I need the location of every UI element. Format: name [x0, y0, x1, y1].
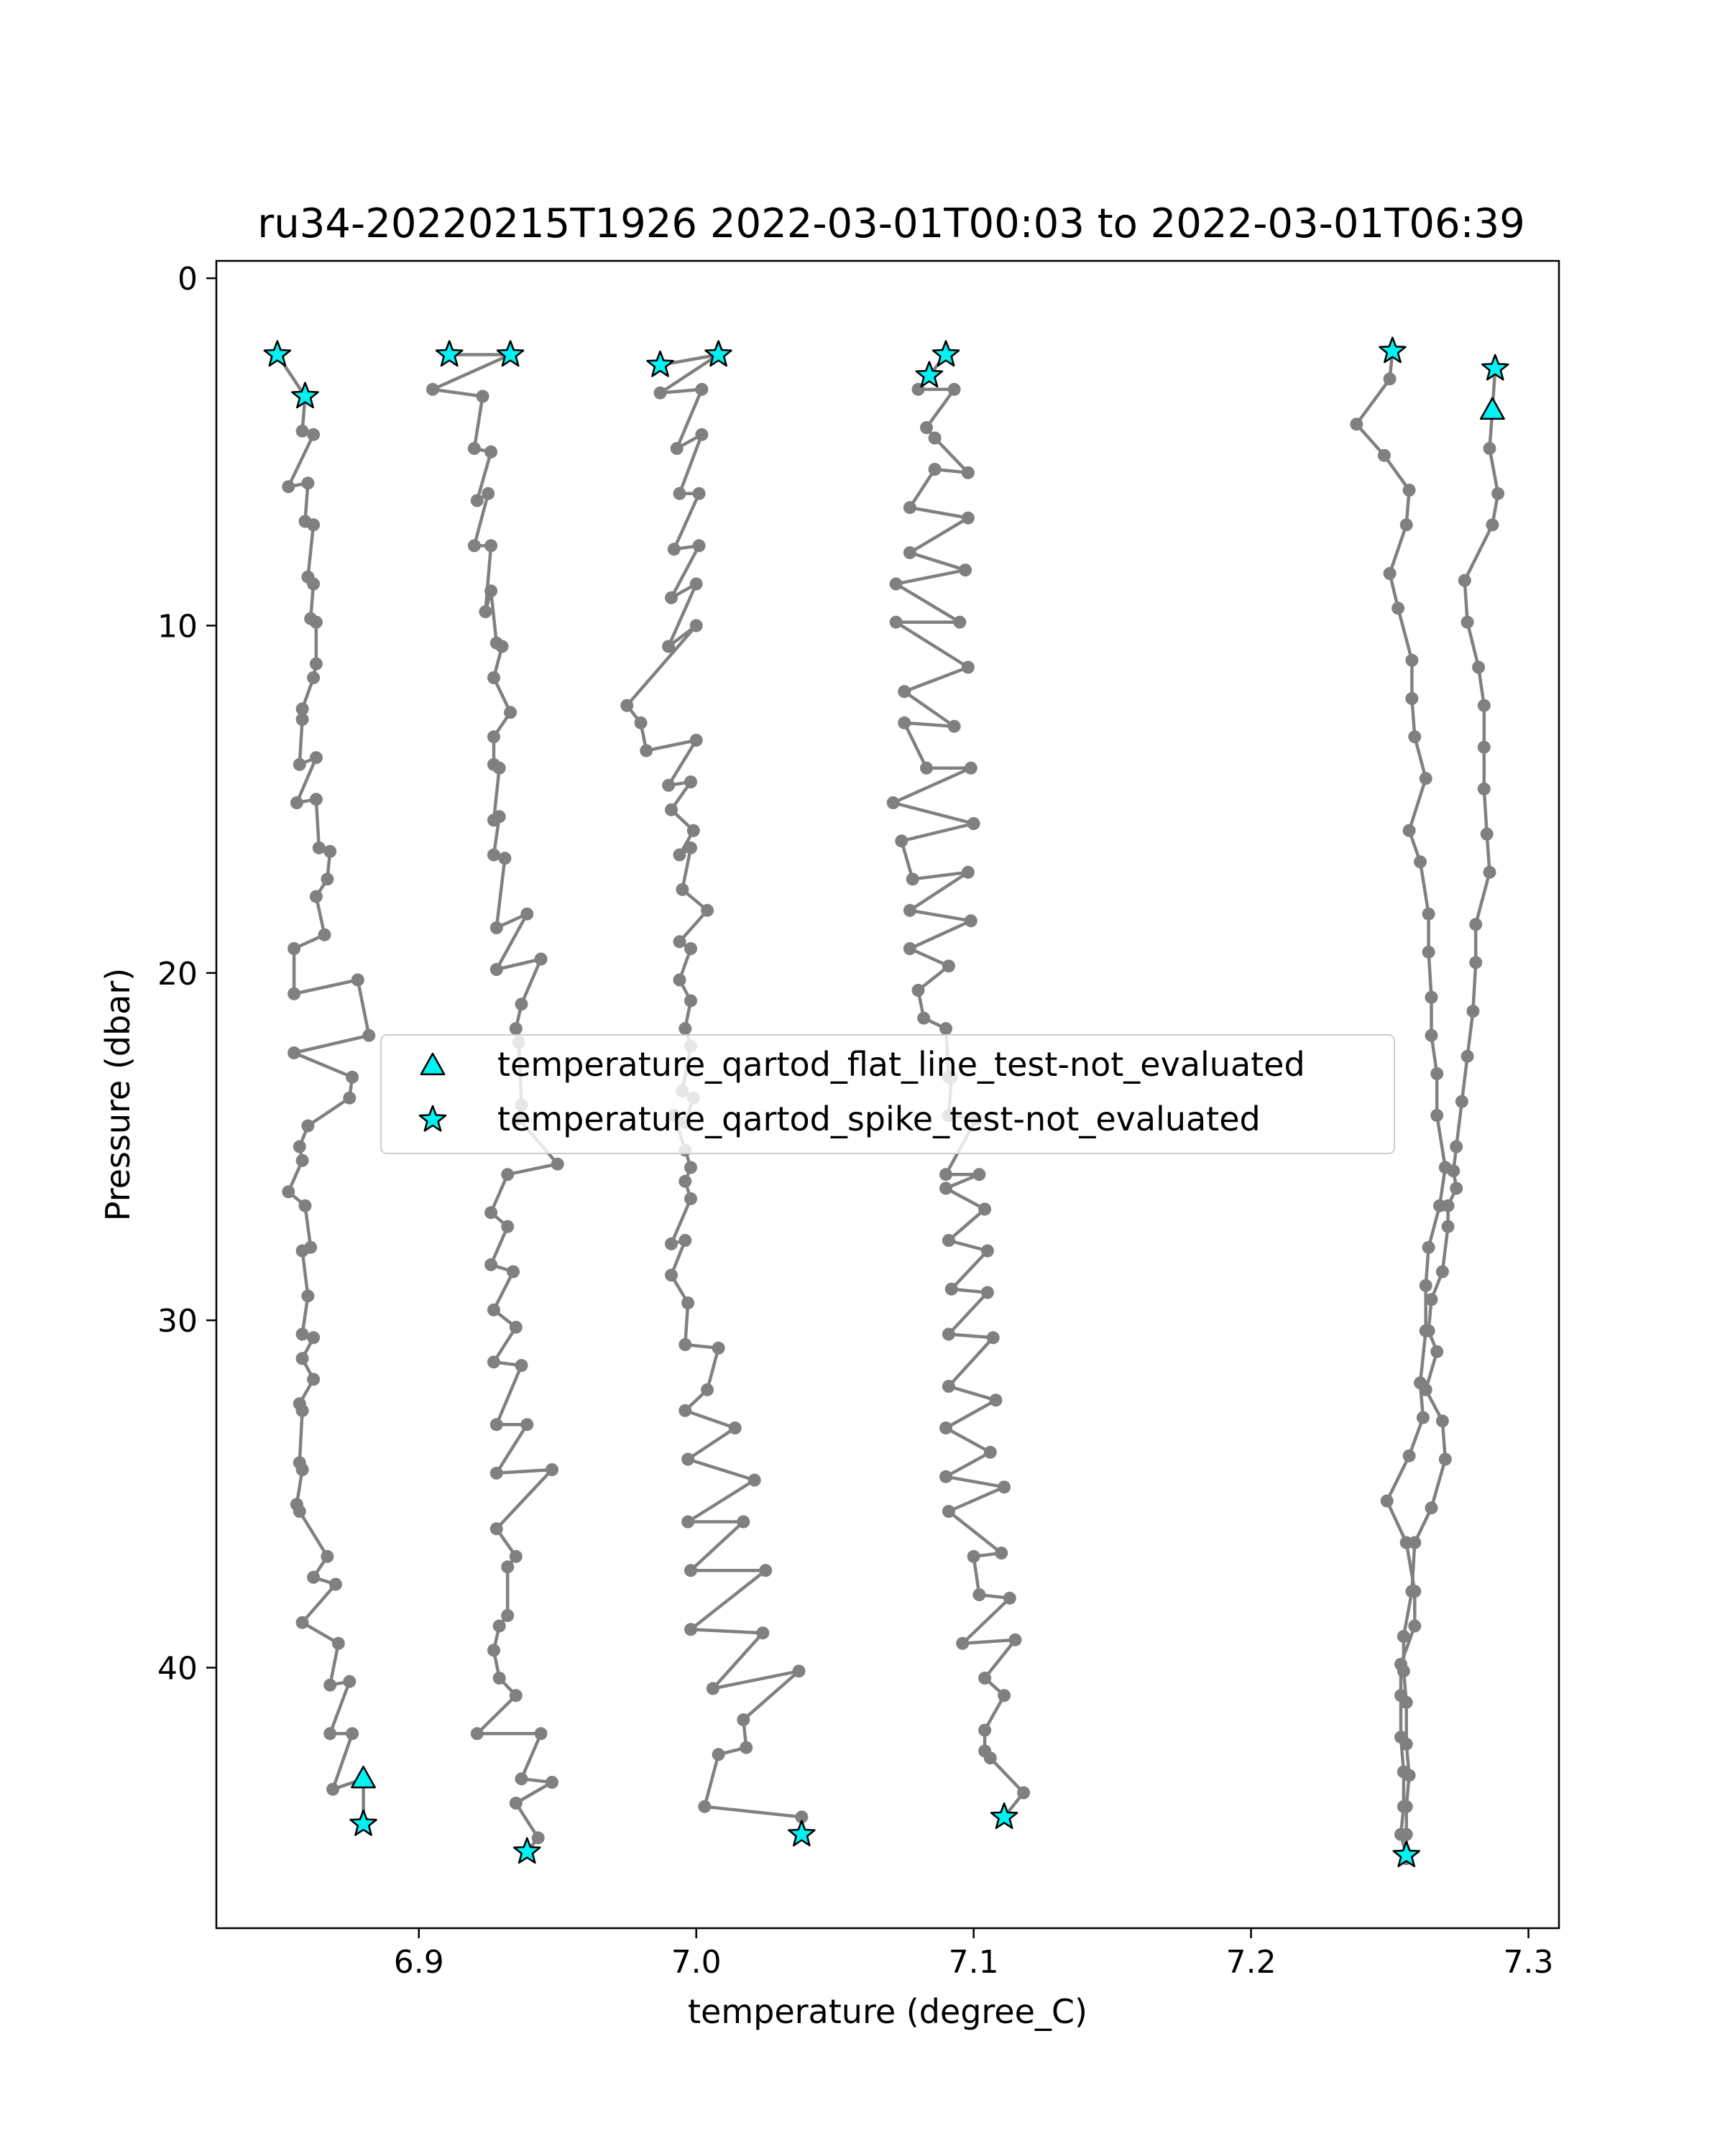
- data-point: [939, 1470, 952, 1483]
- data-point: [967, 817, 980, 830]
- data-point: [1414, 855, 1427, 868]
- data-point: [1425, 991, 1438, 1004]
- data-point: [1425, 1029, 1438, 1042]
- data-point: [307, 1571, 320, 1584]
- data-point: [942, 1328, 955, 1341]
- data-point: [310, 616, 323, 629]
- data-point: [676, 883, 689, 896]
- data-point: [296, 1154, 309, 1167]
- data-point: [362, 1029, 375, 1042]
- data-point: [510, 1797, 523, 1810]
- data-point: [887, 796, 900, 809]
- data-point: [662, 779, 675, 792]
- data-point: [1400, 1738, 1413, 1751]
- data-point: [1405, 654, 1418, 667]
- data-point: [329, 1578, 342, 1591]
- y-tick-label: 40: [157, 1650, 198, 1687]
- data-point: [307, 1331, 320, 1344]
- data-point: [501, 1168, 514, 1181]
- data-point: [948, 720, 961, 733]
- data-point: [668, 543, 681, 556]
- data-point: [929, 463, 942, 476]
- data-point: [890, 616, 903, 629]
- data-point: [890, 578, 903, 591]
- data-point: [984, 1446, 997, 1459]
- data-point: [290, 796, 303, 809]
- data-point: [487, 1355, 500, 1368]
- data-point: [942, 959, 955, 972]
- data-point: [729, 1422, 742, 1434]
- data-point: [477, 390, 489, 403]
- data-point: [293, 1141, 306, 1153]
- data-point: [1400, 518, 1413, 531]
- data-point: [1478, 783, 1491, 796]
- data-point: [990, 1393, 1003, 1406]
- data-point: [490, 1467, 503, 1480]
- data-point: [939, 1422, 952, 1434]
- data-point: [282, 1185, 295, 1198]
- data-point: [662, 640, 675, 653]
- data-point: [471, 1727, 484, 1740]
- data-point: [487, 730, 500, 743]
- data-point: [1381, 1495, 1394, 1508]
- data-point: [681, 1296, 694, 1309]
- data-point: [323, 845, 336, 858]
- data-point: [321, 1550, 334, 1563]
- data-point: [1009, 1634, 1022, 1646]
- data-point: [698, 1800, 711, 1813]
- data-point: [501, 1220, 514, 1233]
- data-point: [1442, 1199, 1455, 1212]
- data-point: [962, 661, 975, 674]
- data-point: [945, 1283, 958, 1296]
- data-point: [307, 671, 320, 684]
- data-point: [493, 810, 506, 823]
- data-point: [515, 1359, 528, 1372]
- data-point: [346, 1071, 359, 1084]
- data-point: [1425, 1293, 1438, 1306]
- data-point: [1436, 1414, 1449, 1427]
- data-point: [343, 1675, 356, 1688]
- data-point: [684, 1161, 697, 1174]
- data-point: [1422, 1325, 1435, 1337]
- data-point: [296, 1616, 309, 1629]
- data-point: [1384, 372, 1397, 385]
- data-point: [487, 671, 500, 684]
- data-point: [654, 387, 667, 400]
- data-point: [296, 1463, 309, 1476]
- data-point: [296, 1352, 309, 1365]
- data-point: [673, 935, 686, 948]
- data-point: [678, 1022, 691, 1035]
- data-point: [673, 849, 686, 862]
- data-point: [687, 824, 700, 837]
- data-point: [665, 1268, 678, 1281]
- data-point: [484, 539, 497, 552]
- data-point: [962, 512, 975, 525]
- data-point: [678, 1338, 691, 1351]
- data-point: [296, 1404, 309, 1417]
- data-point: [978, 1203, 991, 1216]
- data-point: [510, 1550, 523, 1563]
- data-point: [515, 1772, 528, 1785]
- data-point: [929, 432, 942, 445]
- data-point: [673, 487, 686, 500]
- data-point: [1405, 692, 1418, 705]
- data-point: [490, 1522, 503, 1535]
- data-point: [690, 578, 703, 591]
- data-point: [895, 834, 908, 847]
- data-point: [1420, 1279, 1432, 1292]
- data-point: [293, 1505, 306, 1518]
- data-point: [1003, 1592, 1016, 1605]
- data-point: [490, 921, 503, 934]
- data-point: [972, 1168, 985, 1181]
- x-tick-label: 7.0: [671, 1944, 722, 1981]
- data-point: [1461, 616, 1474, 629]
- data-point: [1469, 918, 1482, 931]
- data-point: [948, 383, 961, 396]
- data-point: [920, 421, 933, 434]
- data-point: [684, 942, 697, 955]
- data-point: [693, 539, 706, 552]
- data-point: [510, 1321, 523, 1334]
- data-point: [939, 1022, 952, 1035]
- data-point: [1469, 956, 1482, 969]
- data-point: [959, 563, 972, 576]
- data-point: [793, 1664, 806, 1677]
- data-point: [684, 1192, 697, 1205]
- data-point: [535, 1727, 548, 1740]
- data-point: [665, 803, 678, 816]
- data-point: [690, 619, 703, 632]
- data-point: [1397, 1630, 1410, 1643]
- data-point: [546, 1463, 558, 1476]
- data-point: [1486, 518, 1499, 531]
- data-point: [307, 578, 320, 591]
- chart-title: ru34-20220215T1926 2022-03-01T00:03 to 2022-03-01T06:39: [257, 201, 1525, 247]
- data-point: [1403, 484, 1416, 497]
- data-point: [712, 1748, 725, 1761]
- data-point: [296, 1328, 309, 1341]
- data-point: [1378, 449, 1391, 462]
- data-point: [1472, 661, 1485, 674]
- data-point: [318, 929, 331, 941]
- y-axis-label: Pressure (dbar): [98, 967, 137, 1222]
- x-tick-label: 6.9: [393, 1944, 444, 1981]
- data-point: [307, 1373, 320, 1386]
- data-point: [712, 1342, 725, 1355]
- data-point: [684, 995, 697, 1008]
- data-point: [487, 849, 500, 862]
- data-point: [520, 908, 533, 921]
- x-tick-label: 7.2: [1225, 1944, 1276, 1981]
- data-point: [1422, 946, 1435, 959]
- data-point: [493, 762, 506, 775]
- data-point: [1384, 567, 1397, 580]
- data-point: [310, 658, 323, 671]
- data-point: [504, 706, 517, 719]
- data-point: [484, 446, 497, 459]
- data-point: [942, 1380, 955, 1393]
- data-point: [1478, 741, 1491, 754]
- data-point: [995, 1547, 1008, 1560]
- data-point: [1436, 1266, 1449, 1279]
- data-point: [535, 953, 548, 966]
- data-point: [493, 1672, 506, 1685]
- data-point: [953, 616, 966, 629]
- data-point: [1400, 1828, 1413, 1841]
- data-point: [1405, 1585, 1418, 1598]
- data-point: [903, 904, 916, 917]
- data-point: [1491, 487, 1504, 500]
- data-point: [510, 1022, 523, 1035]
- data-point: [684, 775, 697, 788]
- data-point: [998, 1480, 1011, 1493]
- legend-entry-flat-line: temperature_qartod_flat_line_test-not_evaluated: [497, 1045, 1305, 1084]
- data-point: [759, 1564, 772, 1577]
- data-point: [1408, 1537, 1421, 1549]
- y-tick-label: 10: [157, 608, 198, 645]
- data-point: [1447, 1164, 1460, 1177]
- data-point: [1017, 1787, 1030, 1800]
- data-point: [939, 1168, 952, 1181]
- data-point: [939, 1182, 952, 1195]
- data-point: [288, 987, 300, 1000]
- data-point: [898, 717, 911, 729]
- x-tick-label: 7.1: [948, 1944, 999, 1981]
- data-point: [1408, 1620, 1421, 1633]
- data-point: [678, 1234, 691, 1247]
- data-point: [343, 1092, 356, 1105]
- data-point: [479, 605, 492, 618]
- data-point: [912, 984, 925, 997]
- data-point: [1422, 1241, 1435, 1254]
- data-point: [1420, 772, 1432, 785]
- data-point: [1400, 1800, 1413, 1813]
- data-point: [956, 1637, 969, 1650]
- data-point: [678, 1404, 691, 1417]
- data-point: [326, 1783, 339, 1796]
- data-point: [323, 1727, 336, 1740]
- data-point: [1425, 1501, 1438, 1514]
- data-point: [756, 1626, 769, 1639]
- data-point: [1400, 1696, 1413, 1709]
- data-point: [484, 1206, 497, 1219]
- data-point: [967, 1550, 980, 1563]
- data-point: [496, 640, 509, 653]
- data-point: [313, 842, 326, 854]
- data-point: [962, 466, 975, 479]
- x-axis-label: temperature (degree_C): [688, 1992, 1087, 2031]
- data-point: [1439, 1453, 1452, 1466]
- data-point: [520, 1418, 533, 1431]
- data-point: [310, 890, 323, 903]
- data-point: [965, 762, 978, 775]
- data-point: [498, 852, 511, 865]
- data-point: [978, 1672, 991, 1685]
- data-point: [1420, 1383, 1432, 1396]
- data-point: [1430, 1109, 1443, 1122]
- data-point: [701, 1383, 714, 1396]
- legend: [381, 1035, 1394, 1153]
- data-point: [737, 1713, 750, 1726]
- data-point: [310, 751, 323, 764]
- data-point: [501, 1560, 514, 1573]
- data-point: [1422, 908, 1435, 921]
- data-point: [484, 1258, 497, 1271]
- data-point: [482, 487, 494, 500]
- data-point: [640, 745, 653, 757]
- data-point: [510, 1689, 523, 1702]
- data-point: [678, 1175, 691, 1188]
- data-point: [1397, 1664, 1410, 1677]
- data-point: [1481, 828, 1494, 841]
- data-point: [1403, 824, 1416, 837]
- data-point: [490, 1418, 503, 1431]
- data-point: [690, 734, 703, 747]
- data-point: [740, 1741, 753, 1754]
- data-point: [972, 1588, 985, 1601]
- data-point: [551, 1158, 564, 1171]
- data-point: [288, 1046, 300, 1059]
- data-point: [987, 1331, 1000, 1344]
- data-point: [981, 1286, 994, 1299]
- data-point: [515, 998, 528, 1010]
- data-point: [903, 942, 916, 955]
- data-point: [1417, 1411, 1430, 1424]
- data-point: [307, 518, 320, 531]
- data-point: [471, 494, 484, 507]
- data-point: [1450, 1182, 1463, 1195]
- data-point: [962, 866, 975, 879]
- data-point: [984, 1751, 997, 1764]
- data-point: [296, 425, 309, 438]
- data-point: [321, 872, 334, 885]
- data-point: [507, 1266, 520, 1279]
- data-point: [323, 1679, 336, 1692]
- data-point: [301, 476, 314, 489]
- data-point: [671, 442, 684, 455]
- data-point: [903, 546, 916, 559]
- data-point: [546, 1776, 558, 1789]
- data-point: [673, 974, 686, 987]
- data-point: [1484, 442, 1496, 455]
- data-point: [965, 914, 978, 927]
- y-tick-label: 0: [178, 261, 198, 298]
- data-point: [468, 539, 481, 552]
- x-tick-label: 7.3: [1503, 1944, 1554, 1981]
- data-point: [493, 1620, 506, 1633]
- data-point: [487, 1644, 500, 1657]
- data-point: [1408, 730, 1421, 743]
- data-point: [282, 480, 295, 493]
- data-point: [998, 1689, 1011, 1702]
- data-point: [695, 428, 708, 441]
- data-point: [293, 758, 306, 771]
- data-point: [490, 963, 503, 976]
- data-point: [942, 1505, 955, 1518]
- data-point: [693, 487, 706, 500]
- data-point: [1350, 418, 1363, 430]
- data-point: [635, 717, 648, 729]
- data-point: [296, 1245, 309, 1258]
- data-point: [898, 685, 911, 698]
- data-point: [468, 442, 481, 455]
- data-point: [487, 1304, 500, 1317]
- data-point: [681, 1453, 694, 1466]
- data-point: [307, 428, 320, 441]
- data-point: [346, 1727, 359, 1740]
- data-point: [737, 1516, 750, 1529]
- y-tick-label: 30: [157, 1303, 198, 1340]
- data-point: [1403, 1450, 1416, 1462]
- legend-entry-spike: temperature_qartod_spike_test-not_evaluated: [497, 1100, 1261, 1138]
- data-point: [684, 1564, 697, 1577]
- data-point: [917, 1012, 930, 1025]
- data-point: [299, 1199, 312, 1212]
- data-point: [1450, 1141, 1463, 1153]
- data-point: [1461, 1050, 1474, 1063]
- data-point: [484, 584, 497, 597]
- data-point: [1478, 699, 1491, 712]
- data-point: [1458, 574, 1471, 587]
- data-point: [920, 762, 933, 775]
- data-point: [1430, 1345, 1443, 1358]
- data-point: [707, 1682, 719, 1695]
- data-point: [665, 1238, 678, 1250]
- data-point: [1484, 866, 1496, 879]
- data-point: [1442, 1220, 1455, 1233]
- data-point: [332, 1637, 345, 1650]
- data-point: [942, 1234, 955, 1247]
- data-point: [684, 1623, 697, 1636]
- data-point: [532, 1831, 545, 1844]
- data-point: [1430, 1067, 1443, 1080]
- y-tick-label: 20: [157, 955, 198, 992]
- data-point: [501, 1609, 514, 1622]
- data-point: [426, 383, 439, 396]
- data-point: [1466, 1005, 1479, 1018]
- data-point: [1403, 1769, 1416, 1782]
- data-point: [906, 872, 919, 885]
- data-point: [701, 904, 714, 917]
- data-point: [665, 591, 678, 604]
- data-point: [296, 713, 309, 726]
- data-point: [981, 1245, 994, 1258]
- data-point: [903, 501, 916, 514]
- data-point: [301, 1289, 314, 1302]
- data-point: [1392, 602, 1404, 614]
- data-point: [1455, 1095, 1468, 1108]
- data-point: [288, 942, 300, 955]
- data-point: [301, 1120, 314, 1133]
- data-point: [351, 974, 364, 987]
- data-point: [681, 1516, 694, 1529]
- data-point: [310, 793, 323, 806]
- data-point: [620, 699, 633, 712]
- data-point: [978, 1724, 991, 1737]
- data-point: [748, 1474, 761, 1487]
- data-point: [684, 842, 697, 854]
- data-point: [695, 383, 708, 396]
